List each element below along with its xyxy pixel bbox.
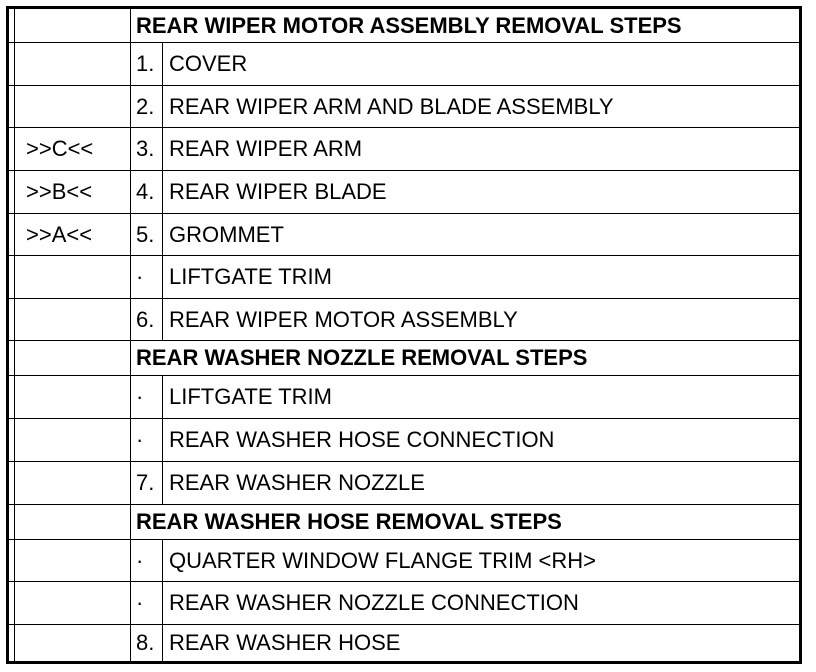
step-description: LIFTGATE TRIM	[169, 384, 332, 409]
step-number: ·	[131, 256, 163, 298]
step-row	[9, 86, 799, 128]
step-number: ·	[131, 419, 163, 461]
step-reference-mark	[17, 582, 131, 624]
step-number: 2.	[131, 86, 163, 127]
step-number: ·	[131, 540, 163, 581]
step-row	[9, 171, 799, 214]
step-description: GROMMET	[169, 221, 284, 247]
step-description: REAR WASHER HOSE CONNECTION	[169, 427, 555, 452]
step-row	[9, 540, 799, 582]
step-number: 1.	[131, 43, 163, 85]
step-reference-mark: >>C<<	[17, 128, 131, 170]
step-number: 3.	[131, 128, 163, 170]
step-description: LIFTGATE TRIM	[169, 264, 332, 289]
step-row	[9, 128, 799, 171]
step-row	[9, 625, 799, 661]
section-heading: REAR WASHER NOZZLE REMOVAL STEPS	[136, 345, 588, 370]
step-reference-mark	[17, 299, 131, 340]
section-heading: REAR WASHER HOSE REMOVAL STEPS	[136, 509, 562, 534]
step-reference-mark	[17, 43, 131, 85]
ref-cell	[17, 341, 131, 375]
step-description: COVER	[169, 51, 248, 76]
step-description: REAR WIPER BLADE	[169, 179, 387, 204]
section-heading-row	[9, 9, 799, 43]
ref-cell	[17, 9, 131, 42]
step-number: ·	[131, 376, 163, 418]
step-description: REAR WASHER NOZZLE CONNECTION	[169, 590, 579, 615]
step-row	[9, 299, 799, 341]
step-number: 6.	[131, 299, 163, 340]
procedure-table-frame	[6, 6, 802, 664]
step-description: QUARTER WINDOW FLANGE TRIM <RH>	[169, 547, 597, 573]
section-heading-row	[9, 505, 799, 540]
step-reference-mark	[17, 256, 131, 298]
step-description: REAR WIPER MOTOR ASSEMBLY	[169, 306, 518, 332]
step-reference-mark	[17, 86, 131, 127]
step-number: 4.	[131, 171, 163, 213]
step-reference-mark	[17, 540, 131, 581]
step-reference-mark	[17, 462, 131, 504]
step-reference-mark	[17, 376, 131, 418]
step-number: 7.	[131, 462, 163, 504]
step-description: REAR WIPER ARM AND BLADE ASSEMBLY	[169, 93, 614, 119]
removal-steps-table	[9, 9, 799, 661]
step-row	[9, 462, 799, 505]
step-description: REAR WASHER HOSE	[169, 630, 401, 655]
section-heading: REAR WIPER MOTOR ASSEMBLY REMOVAL STEPS	[136, 12, 682, 38]
step-description: REAR WIPER ARM	[169, 136, 363, 161]
step-number: 5.	[131, 214, 163, 255]
step-row	[9, 582, 799, 625]
ref-cell	[17, 505, 131, 539]
step-number: 8.	[131, 625, 163, 661]
step-reference-mark: >>B<<	[17, 171, 131, 213]
step-row	[9, 43, 799, 86]
step-description: REAR WASHER NOZZLE	[169, 470, 425, 495]
step-number: ·	[131, 582, 163, 624]
section-heading-row	[9, 341, 799, 376]
step-row	[9, 419, 799, 462]
step-reference-mark: >>A<<	[17, 214, 131, 255]
step-reference-mark	[17, 625, 131, 661]
step-row	[9, 376, 799, 419]
step-row	[9, 256, 799, 299]
step-reference-mark	[17, 419, 131, 461]
step-row	[9, 214, 799, 256]
